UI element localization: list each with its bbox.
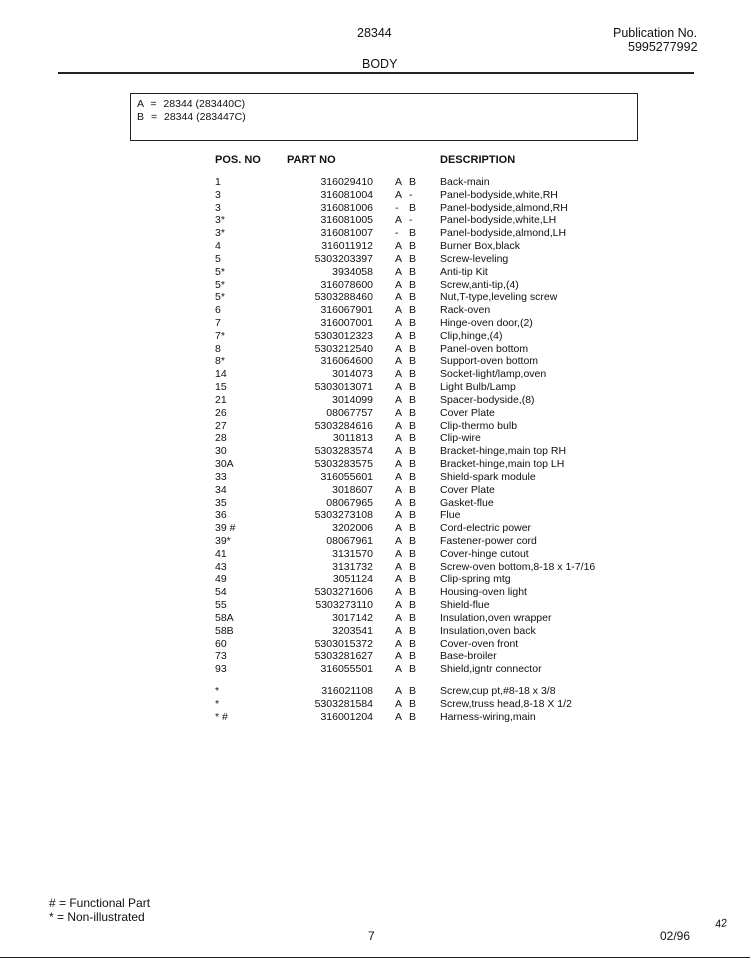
model-a-flag: A [395,534,403,547]
column-header-pos: POS. NO [215,154,261,166]
part-description: Clip-spring mtg [440,573,511,586]
page-number: 7 [368,929,375,943]
model-b-flag: B [409,560,417,573]
model-a-flag: A [395,317,403,330]
part-description: Flue [440,509,461,522]
part-number: 316081006 [320,201,373,214]
model-b-flag: B [409,342,417,355]
part-number: 5303273110 [315,599,373,612]
publication-number: 5995277992 [628,40,698,54]
part-position: 21 [215,393,227,406]
legend-value: 28344 (283447C) [164,111,246,123]
model-b-flag: B [409,573,417,586]
part-number: 3131570 [332,547,373,560]
model-a-flag: A [395,697,403,710]
part-position: * # [215,710,228,723]
model-a-flag: A [395,214,403,227]
part-position: 58B [215,624,234,637]
part-position: 60 [215,637,227,650]
part-position: 5 [215,252,221,265]
part-position: 3* [215,227,225,240]
model-a-flag: A [395,419,403,432]
legend-key: A [137,98,144,110]
part-position: 6 [215,304,221,317]
part-number: 3051124 [332,573,373,586]
part-number: 316064600 [320,355,373,368]
part-number: 316021108 [321,685,373,697]
part-position: 43 [215,560,227,573]
model-b-flag: B [409,227,417,240]
part-number: 08067961 [326,534,373,547]
part-position: 5* [215,265,225,278]
model-a-flag: A [395,624,403,637]
model-b-flag: B [409,624,417,637]
part-description: Cover Plate [440,483,495,496]
part-number: 316081004 [320,188,373,201]
non-illustrated-note: * = Non-illustrated [49,910,145,924]
part-description: Clip-thermo bulb [440,419,518,432]
model-b-flag: B [409,496,417,509]
part-description: Light Bulb/Lamp [440,381,516,394]
part-description: Insulation,oven back [440,624,536,637]
model-b-flag: B [409,685,417,697]
part-description: Screw-oven bottom,8-18 x 1-7/16 [440,560,596,573]
model-b-flag: B [409,637,417,650]
part-description: Screw-leveling [440,252,509,265]
part-position: 28 [215,432,227,445]
part-number: 3014073 [332,368,373,381]
part-number: 5303271606 [314,586,373,599]
legend-value: 28344 (283440C) [163,98,246,110]
part-position: * [215,697,220,710]
part-description: Base-broiler [440,650,497,663]
part-number: 316081005 [320,214,373,227]
part-description: Insulation,oven wrapper [440,611,552,624]
part-description: Clip-wire [440,432,481,445]
part-number: 3018607 [332,483,373,496]
part-description: Cover-hinge cutout [440,547,529,560]
legend-key: B [137,111,145,123]
model-a-flag: A [395,522,403,535]
part-description: Bracket-hinge,main top RH [440,445,567,458]
part-position: 39 # [215,522,236,535]
part-number: 316029410 [320,176,373,188]
model-a-flag: A [395,291,403,304]
model-b-flag: B [409,432,417,445]
model-a-flag: A [395,265,403,278]
model-b-flag: B [409,547,417,560]
model-b-flag: B [409,586,417,599]
part-description: Cord-electric power [440,522,532,535]
model-b-flag: B [409,534,417,547]
model-a-flag: A [395,599,403,612]
part-number: 5303203397 [314,252,373,265]
column-header-description: DESCRIPTION [440,154,516,166]
model-a-flag: A [395,329,403,342]
model-a-flag: - [395,201,399,214]
model-a-flag: A [395,586,403,599]
model-a-flag: A [395,252,403,265]
model-b-flag: B [409,278,417,291]
part-number: 316001204 [320,710,373,723]
model-b-flag: B [409,419,417,432]
model-a-flag: A [395,685,403,697]
part-number: 316081007 [320,227,373,240]
model-b-flag: B [409,470,417,483]
part-position: * [215,685,220,697]
part-number: 5303015372 [314,637,373,650]
part-description: Back-main [440,176,490,188]
part-position: 41 [215,547,227,560]
model-a-flag: A [395,304,403,317]
model-a-flag: A [395,573,403,586]
part-position: 33 [215,470,227,483]
part-number: 5303283575 [314,458,373,471]
model-b-flag: B [409,458,417,471]
model-a-flag: A [395,393,403,406]
part-description: Cover-oven front [440,637,519,650]
part-description: Clip,hinge,(4) [440,329,503,342]
part-number: 5303281627 [314,650,373,663]
model-b-flag: B [409,522,417,535]
model-b-flag: - [409,188,413,201]
part-position: 26 [215,406,227,419]
part-number: 3203541 [332,624,373,637]
model-b-flag: B [409,368,417,381]
part-number: 316055501 [320,663,373,676]
model-b-flag: B [409,265,417,278]
model-b-flag: - [409,214,413,227]
part-number: 5303283574 [314,445,373,458]
part-description: Spacer-bodyside,(8) [440,393,535,406]
model-a-flag: A [395,496,403,509]
model-b-flag: B [409,611,417,624]
part-position: 73 [215,650,227,663]
part-position: 36 [215,509,227,522]
model-a-flag: A [395,611,403,624]
model-a-flag: A [395,176,403,188]
part-number: 5303288460 [314,291,373,304]
part-number: 5303284616 [314,419,373,432]
model-a-flag: A [395,240,403,253]
model-b-flag: B [409,252,417,265]
part-description: Screw,truss head,8-18 X 1/2 [440,697,572,710]
part-description: Socket-light/lamp,oven [440,368,547,381]
model-a-flag: A [395,650,403,663]
section-title: BODY [362,57,398,71]
part-description: Panel-bodyside,white,RH [440,188,558,201]
part-position: 58A [215,611,234,624]
part-position: 8 [215,342,221,355]
part-number: 08067965 [326,496,373,509]
model-b-flag: B [409,650,417,663]
model-a-flag: A [395,342,403,355]
part-position: 34 [215,483,227,496]
publication-date: 02/96 [660,929,691,943]
part-description: Shield-spark module [440,470,536,483]
footer-rule [0,957,750,958]
part-number: 3131732 [332,560,373,573]
part-position: 5* [215,291,225,304]
model-a-flag: A [395,458,403,471]
part-description: Hinge-oven door,(2) [440,317,533,330]
legend-line-a [137,98,245,110]
part-position: 27 [215,419,227,432]
model-a-flag: A [395,509,403,522]
part-number: 5303281584 [314,697,373,710]
part-number: 5303273108 [314,509,373,522]
part-description: Panel-bodyside,white,LH [440,214,557,227]
part-description: Gasket-flue [440,496,494,509]
model-b-flag: B [409,445,417,458]
legend-equals: = [150,98,157,110]
model-a-flag: - [395,227,399,240]
model-b-flag: B [409,291,417,304]
part-position: 54 [215,586,227,599]
part-number: 316011912 [321,240,373,253]
part-number: 5303012323 [314,329,373,342]
part-position: 5* [215,278,225,291]
model-a-flag: A [395,637,403,650]
part-description: Screw,anti-tip,(4) [440,278,519,291]
part-description: Panel-bodyside,almond,RH [440,201,568,214]
part-description: Harness-wiring,main [440,710,536,723]
model-b-flag: B [409,697,417,710]
handwritten-mark: 42 [714,917,729,931]
model-b-flag: B [409,381,417,394]
part-position: 30A [215,458,234,471]
part-number: 3934058 [332,265,373,278]
model-a-flag: A [395,278,403,291]
functional-part-note: # = Functional Part [49,896,151,910]
column-header-part: PART NO [287,154,336,166]
model-b-flag: B [409,317,417,330]
model-number: 28344 [357,26,392,40]
header-rule [58,72,694,74]
model-b-flag: B [409,599,417,612]
part-description: Support-oven bottom [440,355,539,368]
part-number: 5303013071 [314,381,373,394]
part-position: 35 [215,496,227,509]
part-position: 7* [215,329,225,342]
part-number: 316055601 [320,470,373,483]
model-a-flag: A [395,560,403,573]
model-b-flag: B [409,329,417,342]
model-b-flag: B [409,240,417,253]
model-a-flag: A [395,381,403,394]
part-description: Screw,cup pt,#8-18 x 3/8 [440,685,556,697]
part-position: 30 [215,445,227,458]
legend-line-b [137,111,246,123]
part-number: 3014099 [332,393,373,406]
part-description: Fastener-power cord [440,534,537,547]
part-description: Rack-oven [440,304,491,317]
part-description: Cover Plate [440,406,495,419]
model-a-flag: A [395,445,403,458]
model-a-flag: A [395,547,403,560]
model-b-flag: B [409,663,417,676]
part-description: Shield-flue [440,599,490,612]
model-a-flag: A [395,432,403,445]
part-position: 7 [215,317,221,330]
part-number: 3017142 [332,611,373,624]
model-a-flag: A [395,406,403,419]
model-b-flag: B [409,509,417,522]
part-description: Housing-oven light [440,586,527,599]
part-position: 3 [215,201,221,214]
part-description: Bracket-hinge,main top LH [440,458,565,471]
part-position: 1 [215,176,221,188]
part-position: 39* [215,534,231,547]
part-number: 316067901 [320,304,373,317]
model-b-flag: B [409,393,417,406]
part-number: 3202006 [332,522,373,535]
part-position: 49 [215,573,227,586]
part-position: 15 [215,381,227,394]
part-position: 4 [215,240,221,253]
part-position: 14 [215,368,227,381]
model-b-flag: B [409,201,417,214]
model-a-flag: A [395,188,403,201]
part-number: 5303212540 [314,342,373,355]
model-a-flag: A [395,470,403,483]
model-b-flag: B [409,710,417,723]
part-description: Panel-bodyside,almond,LH [440,227,567,240]
model-b-flag: B [409,406,417,419]
part-position: 3* [215,214,225,227]
model-b-flag: B [409,176,417,188]
part-position: 8* [215,355,225,368]
part-description: Shield,igntr connector [440,663,542,676]
publication-label: Publication No. [613,26,698,40]
part-description: Nut,T-type,leveling screw [440,291,558,304]
part-position: 3 [215,188,221,201]
part-description: Anti-tip Kit [440,265,488,278]
part-position: 93 [215,663,227,676]
part-number: 316007001 [320,317,373,330]
part-number: 316078600 [320,278,373,291]
part-number: 3011813 [332,432,373,445]
part-description: Panel-oven bottom [440,342,529,355]
part-position: 55 [215,599,227,612]
part-number: 08067757 [326,406,373,419]
model-a-flag: A [395,483,403,496]
model-legend-box [130,93,638,141]
legend-equals: = [150,111,158,123]
model-b-flag: B [409,304,417,317]
part-description: Burner Box,black [440,240,520,253]
model-a-flag: A [395,710,403,723]
model-b-flag: B [409,483,417,496]
model-b-flag: B [409,355,417,368]
model-a-flag: A [395,368,403,381]
model-a-flag: A [395,663,403,676]
model-a-flag: A [395,355,403,368]
